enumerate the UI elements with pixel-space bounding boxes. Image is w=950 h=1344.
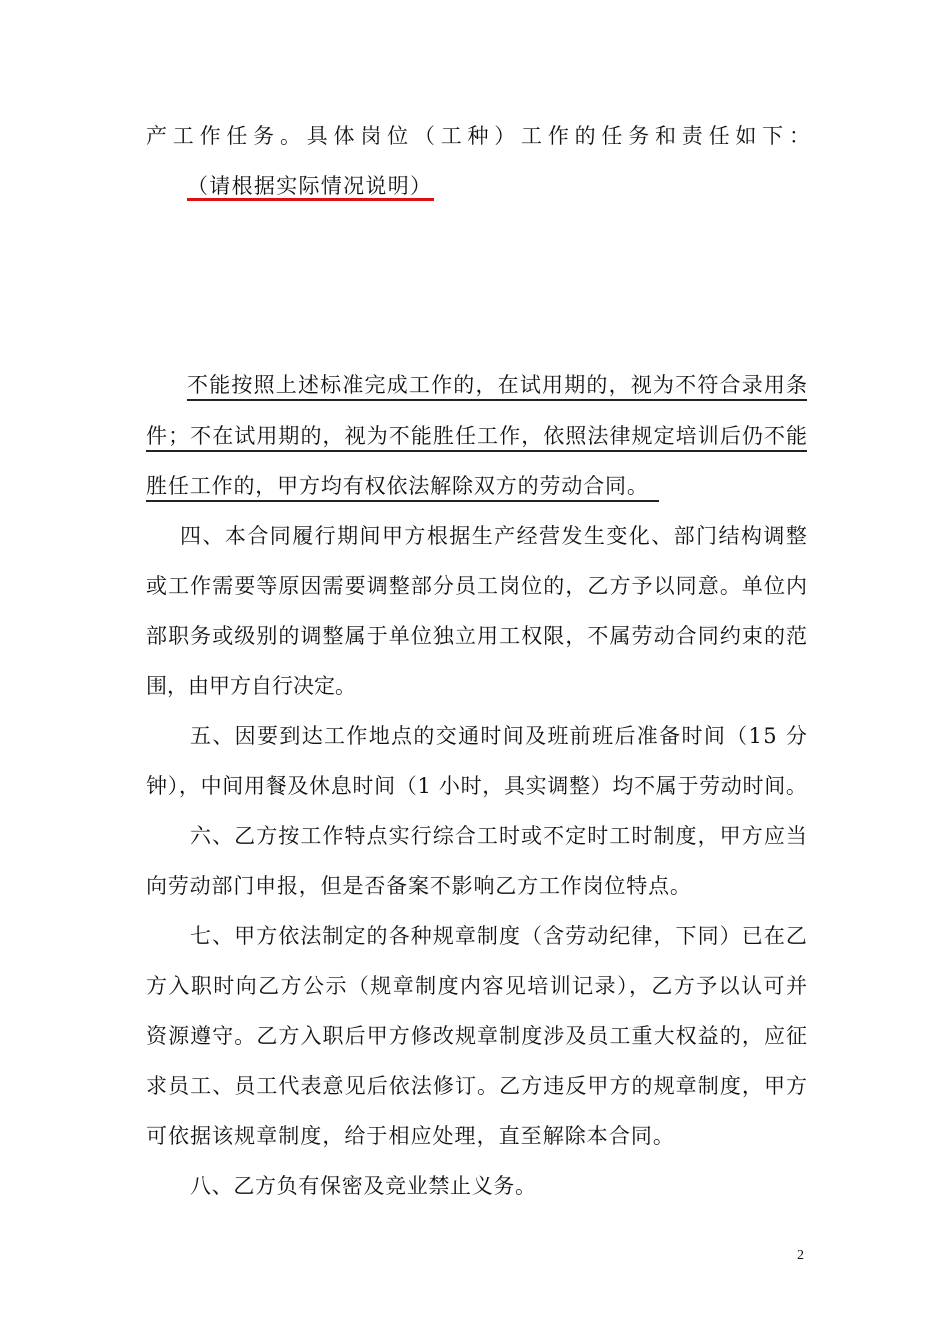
- underline: [187, 399, 807, 401]
- text-line: 求员工、员工代表意见后依法修订。乙方违反甲方的规章制度，甲方: [146, 1074, 809, 1098]
- text-line: 资源遵守。乙方入职后甲方修改规章制度涉及员工重大权益的，应征: [146, 1024, 809, 1048]
- underline: [146, 450, 807, 452]
- text-line: 六、乙方按工作特点实行综合工时或不定时工时制度，甲方应当: [190, 824, 808, 848]
- placeholder-note: （请根据实际情况说明）: [187, 174, 433, 198]
- text-line: 七、甲方依法制定的各种规章制度（含劳动纪律，下同）已在乙: [190, 924, 808, 948]
- text-line: 四、本合同履行期间甲方根据生产经营发生变化、部门结构调整: [180, 524, 809, 548]
- underline: [146, 500, 659, 502]
- text-line: 可依据该规章制度，给于相应处理，直至解除本合同。: [146, 1124, 675, 1148]
- red-underline: [187, 198, 434, 201]
- text-line: 钟），中间用餐及休息时间（1 小时，具实调整）均不属于劳动时间。: [146, 774, 808, 798]
- page-number: 2: [797, 1248, 804, 1263]
- text-line: 件；不在试用期的，视为不能胜任工作，依照法律规定培训后仍不能: [146, 424, 809, 448]
- text-line: 或工作需要等原因需要调整部分员工岗位的，乙方予以同意。单位内: [146, 574, 809, 598]
- text-line: 不能按照上述标准完成工作的，在试用期的，视为不符合录用条: [187, 373, 809, 397]
- text-line: 向劳动部门申报，但是否备案不影响乙方工作岗位特点。: [146, 874, 692, 898]
- text-line: 八、乙方负有保密及竞业禁止义务。: [190, 1174, 537, 1198]
- text-line: 方入职时向乙方公示（规章制度内容见培训记录），乙方予以认可并: [146, 974, 809, 998]
- text-line: 部职务或级别的调整属于单位独立用工权限，不属劳动合同约束的范: [146, 624, 809, 648]
- text-line: 五、因要到达工作地点的交通时间及班前班后准备时间（15 分: [190, 724, 809, 748]
- text-line: 围，由甲方自行决定。: [146, 674, 356, 698]
- text-line: 产工作任务。具体岗位（工种）工作的任务和责任如下：: [146, 124, 816, 148]
- text-line: 胜任工作的，甲方均有权依法解除双方的劳动合同。: [146, 474, 649, 498]
